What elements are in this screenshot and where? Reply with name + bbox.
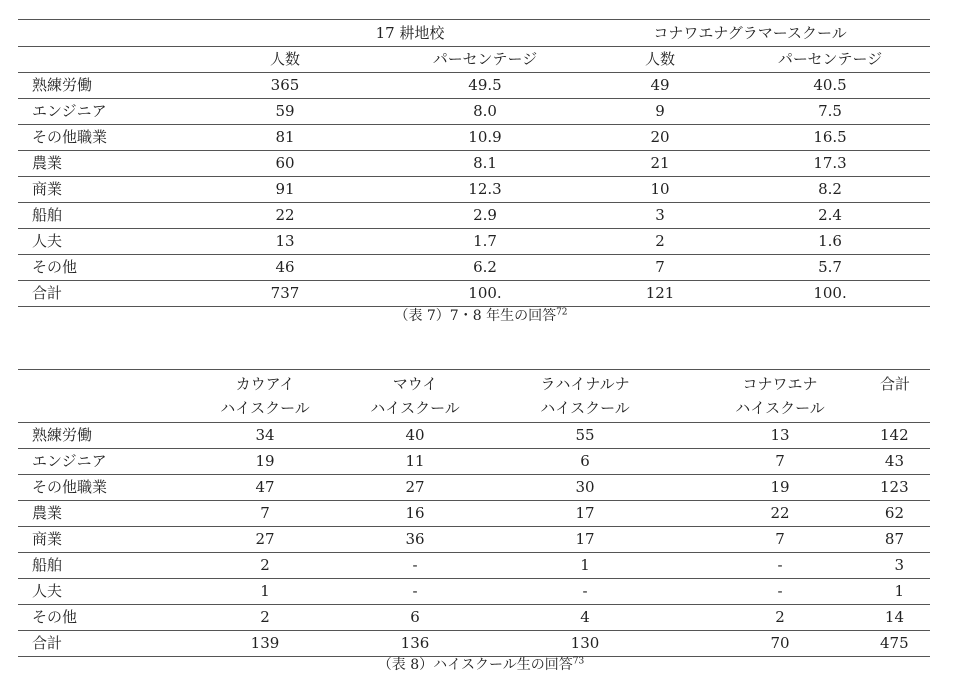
table-row — [18, 631, 930, 657]
row-label: 合計 — [18, 631, 190, 657]
table-cell: 91 — [190, 177, 380, 203]
table-cell: 60 — [190, 151, 380, 177]
table-cell: 13 — [190, 229, 380, 255]
table-cell: 737 — [190, 281, 380, 307]
table-cell: 70 — [680, 631, 880, 657]
total-cell: 62 — [880, 501, 930, 527]
row-label: 人夫 — [18, 579, 190, 605]
table-row — [18, 449, 930, 475]
total-cell: 87 — [880, 527, 930, 553]
table-cell: 17 — [490, 527, 680, 553]
table-cell: 2 — [680, 605, 880, 631]
row-label: その他 — [18, 605, 190, 631]
table-cell: 139 — [190, 631, 340, 657]
table-cell: 16 — [340, 501, 490, 527]
table-row — [18, 579, 930, 605]
table-cell: 16.5 — [730, 125, 930, 151]
table-cell: 3 — [590, 203, 730, 229]
row-label: その他職業 — [18, 125, 190, 151]
table-cell: 12.3 — [380, 177, 590, 203]
table7-col-pct-2: パーセンテージ — [730, 47, 930, 73]
table-row — [18, 73, 930, 99]
table8-col-total: 合計 — [880, 370, 930, 423]
table-cell: - — [680, 579, 880, 605]
table-cell: 9 — [590, 99, 730, 125]
table-cell: 1.7 — [380, 229, 590, 255]
table-cell: 8.0 — [380, 99, 590, 125]
table-cell: 2.4 — [730, 203, 930, 229]
row-label: 船舶 — [18, 553, 190, 579]
table-cell: 10.9 — [380, 125, 590, 151]
row-label: 熟練労働 — [18, 73, 190, 99]
table-cell: 1 — [490, 553, 680, 579]
table-cell: 7.5 — [730, 99, 930, 125]
table8-col-konawaena: コナワエナ ハイスクール — [680, 370, 880, 423]
table-row — [18, 423, 930, 449]
table7-group2: コナワエナグラマースクール — [590, 20, 930, 47]
footnote-ref: 73 — [572, 656, 585, 667]
table7-col-count-1: 人数 — [190, 47, 380, 73]
table7-subheader — [18, 47, 930, 73]
table-row — [18, 281, 930, 307]
table-cell: 17 — [490, 501, 680, 527]
table-cell: 36 — [340, 527, 490, 553]
table-cell: 8.1 — [380, 151, 590, 177]
table-cell: 47 — [190, 475, 340, 501]
table-cell: 13 — [680, 423, 880, 449]
row-label: その他 — [18, 255, 190, 281]
total-cell: 14 — [880, 605, 930, 631]
table-row — [18, 203, 930, 229]
table-cell: 7 — [680, 449, 880, 475]
table-cell: 1 — [190, 579, 340, 605]
table-row — [18, 125, 930, 151]
table-cell: 7 — [190, 501, 340, 527]
row-label: 商業 — [18, 527, 190, 553]
footnote-ref: 72 — [556, 307, 568, 318]
table8-caption: （表 8）ハイスクール生の回答$^{73}$ — [377, 656, 585, 673]
table-row — [18, 99, 930, 125]
table7-group-header — [18, 20, 930, 47]
total-cell: 1 — [880, 579, 930, 605]
table-row — [18, 527, 930, 553]
total-cell: 142 — [880, 423, 930, 449]
table-cell: 6.2 — [380, 255, 590, 281]
row-label: 農業 — [18, 501, 190, 527]
table-cell: 40 — [340, 423, 490, 449]
table-cell: 49.5 — [380, 73, 590, 99]
table-row — [18, 605, 930, 631]
table-cell: 8.2 — [730, 177, 930, 203]
table-row — [18, 553, 930, 579]
row-label: 農業 — [18, 151, 190, 177]
table-row — [18, 475, 930, 501]
table-cell: 10 — [590, 177, 730, 203]
table-cell: 22 — [680, 501, 880, 527]
table-cell: 11 — [340, 449, 490, 475]
total-cell: 123 — [880, 475, 930, 501]
table-cell: 21 — [590, 151, 730, 177]
table7-group1: 17 耕地校 — [190, 20, 590, 47]
table-row — [18, 255, 930, 281]
row-label: エンジニア — [18, 449, 190, 475]
row-label: 人夫 — [18, 229, 190, 255]
row-label: 商業 — [18, 177, 190, 203]
table-cell: 2.9 — [380, 203, 590, 229]
table-cell: 55 — [490, 423, 680, 449]
table-cell: 22 — [190, 203, 380, 229]
table-cell: 365 — [190, 73, 380, 99]
table-cell: 121 — [590, 281, 730, 307]
table8-col-maui: マウイ ハイスクール — [340, 370, 490, 423]
table-cell: 4 — [490, 605, 680, 631]
table-cell: 40.5 — [730, 73, 930, 99]
table-cell: 19 — [680, 475, 880, 501]
table-cell: 2 — [190, 605, 340, 631]
table-cell: 6 — [340, 605, 490, 631]
row-label: エンジニア — [18, 99, 190, 125]
table-cell: - — [490, 579, 680, 605]
table-cell: 17.3 — [730, 151, 930, 177]
table-cell: 49 — [590, 73, 730, 99]
table-7 — [18, 19, 930, 307]
table8-col-kauai: カウアイ ハイスクール — [190, 370, 340, 423]
table-cell: 34 — [190, 423, 340, 449]
table-cell: 27 — [340, 475, 490, 501]
table-cell: 7 — [680, 527, 880, 553]
table-cell: 20 — [590, 125, 730, 151]
table-cell: 6 — [490, 449, 680, 475]
table-cell: 30 — [490, 475, 680, 501]
table-cell: 100. — [730, 281, 930, 307]
table-cell: 130 — [490, 631, 680, 657]
table-cell: 46 — [190, 255, 380, 281]
row-label: 熟練労働 — [18, 423, 190, 449]
table-row — [18, 151, 930, 177]
table8-col-lahainaluna: ラハイナルナ ハイスクール — [490, 370, 680, 423]
table-cell: 136 — [340, 631, 490, 657]
table-cell: - — [680, 553, 880, 579]
row-label: その他職業 — [18, 475, 190, 501]
table7-col-count-2: 人数 — [590, 47, 730, 73]
table-cell: 19 — [190, 449, 340, 475]
table-cell: 2 — [190, 553, 340, 579]
table7-caption: （表 7）7・8 年生の回答$^{72}$ — [394, 307, 568, 324]
row-label: 船舶 — [18, 203, 190, 229]
table-8 — [18, 369, 930, 657]
total-cell: 475 — [880, 631, 930, 657]
total-cell: 43 — [880, 449, 930, 475]
table-cell: - — [340, 553, 490, 579]
table-cell: 100. — [380, 281, 590, 307]
table-cell: 27 — [190, 527, 340, 553]
table7-col-pct-1: パーセンテージ — [380, 47, 590, 73]
total-cell: 3 — [880, 553, 930, 579]
table-row — [18, 501, 930, 527]
table-cell: 7 — [590, 255, 730, 281]
row-label: 合計 — [18, 281, 190, 307]
table-cell: 81 — [190, 125, 380, 151]
table-cell: 5.7 — [730, 255, 930, 281]
table-cell: 1.6 — [730, 229, 930, 255]
table-row — [18, 229, 930, 255]
table-cell: 2 — [590, 229, 730, 255]
table8-header — [18, 370, 930, 423]
table-cell: 59 — [190, 99, 380, 125]
table-cell: - — [340, 579, 490, 605]
table-row — [18, 177, 930, 203]
